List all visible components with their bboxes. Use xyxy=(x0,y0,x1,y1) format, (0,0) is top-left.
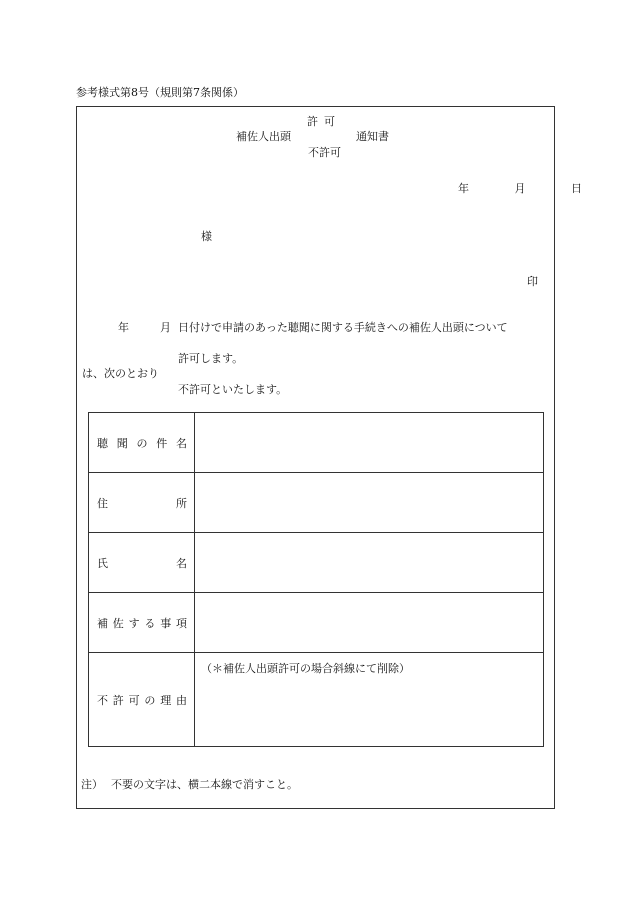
title-permit-option: 許可 xyxy=(307,115,341,128)
body-permit-option: 許可します。 xyxy=(178,352,244,365)
value-address[interactable] xyxy=(195,473,544,533)
value-name[interactable] xyxy=(195,533,544,593)
value-hearing-case[interactable] xyxy=(195,413,544,473)
detail-table xyxy=(88,412,544,747)
issue-date xyxy=(458,183,582,194)
label-hearing-case: 聴 聞 の 件 名 xyxy=(89,413,195,473)
table-row-assist-matters xyxy=(89,593,544,653)
value-denial-reason[interactable] xyxy=(195,653,544,747)
value-assist-matters[interactable] xyxy=(195,593,544,653)
label-assist-matters: 補 佐 す る 事 項 xyxy=(89,593,195,653)
form-number: 参考様式第8号（規則第7条関係） xyxy=(76,86,244,99)
body-application-date xyxy=(118,322,171,333)
label-denial-reason: 不 許 可 の 理 由 xyxy=(89,653,195,747)
body-year-label: 年 xyxy=(118,321,129,334)
addressee-honorific: 様 xyxy=(201,230,212,243)
label-address: 住 所 xyxy=(89,473,195,533)
footnote-text: 不要の文字は、横二本線で消すこと。 xyxy=(111,778,298,791)
table-row-hearing-case xyxy=(89,413,544,473)
footnote-marker: 注） xyxy=(81,778,103,791)
title-main: 補佐人出頭 xyxy=(236,130,291,143)
title-deny-option: 不許可 xyxy=(308,146,341,159)
title-suffix: 通知書 xyxy=(356,130,389,143)
table-row-name xyxy=(89,533,544,593)
table-row-denial-reason xyxy=(89,653,544,747)
body-main-text: 日付けで申請のあった聴聞に関する手続きへの補佐人出頭について xyxy=(178,321,508,334)
date-year-label: 年 xyxy=(458,182,469,195)
seal-mark: 印 xyxy=(527,275,538,288)
denial-reason-note: （＊補佐人出頭許可の場合斜線にて削除） xyxy=(201,662,410,675)
table-row-address xyxy=(89,473,544,533)
date-month-label: 月 xyxy=(514,182,526,195)
body-month-label: 月 xyxy=(160,321,171,334)
footnote xyxy=(81,779,298,790)
label-name: 氏 名 xyxy=(89,533,195,593)
body-deny-option: 不許可といたします。 xyxy=(178,383,288,396)
body-prefix: は、次のとおり xyxy=(82,367,159,380)
date-day-label: 日 xyxy=(571,182,582,195)
